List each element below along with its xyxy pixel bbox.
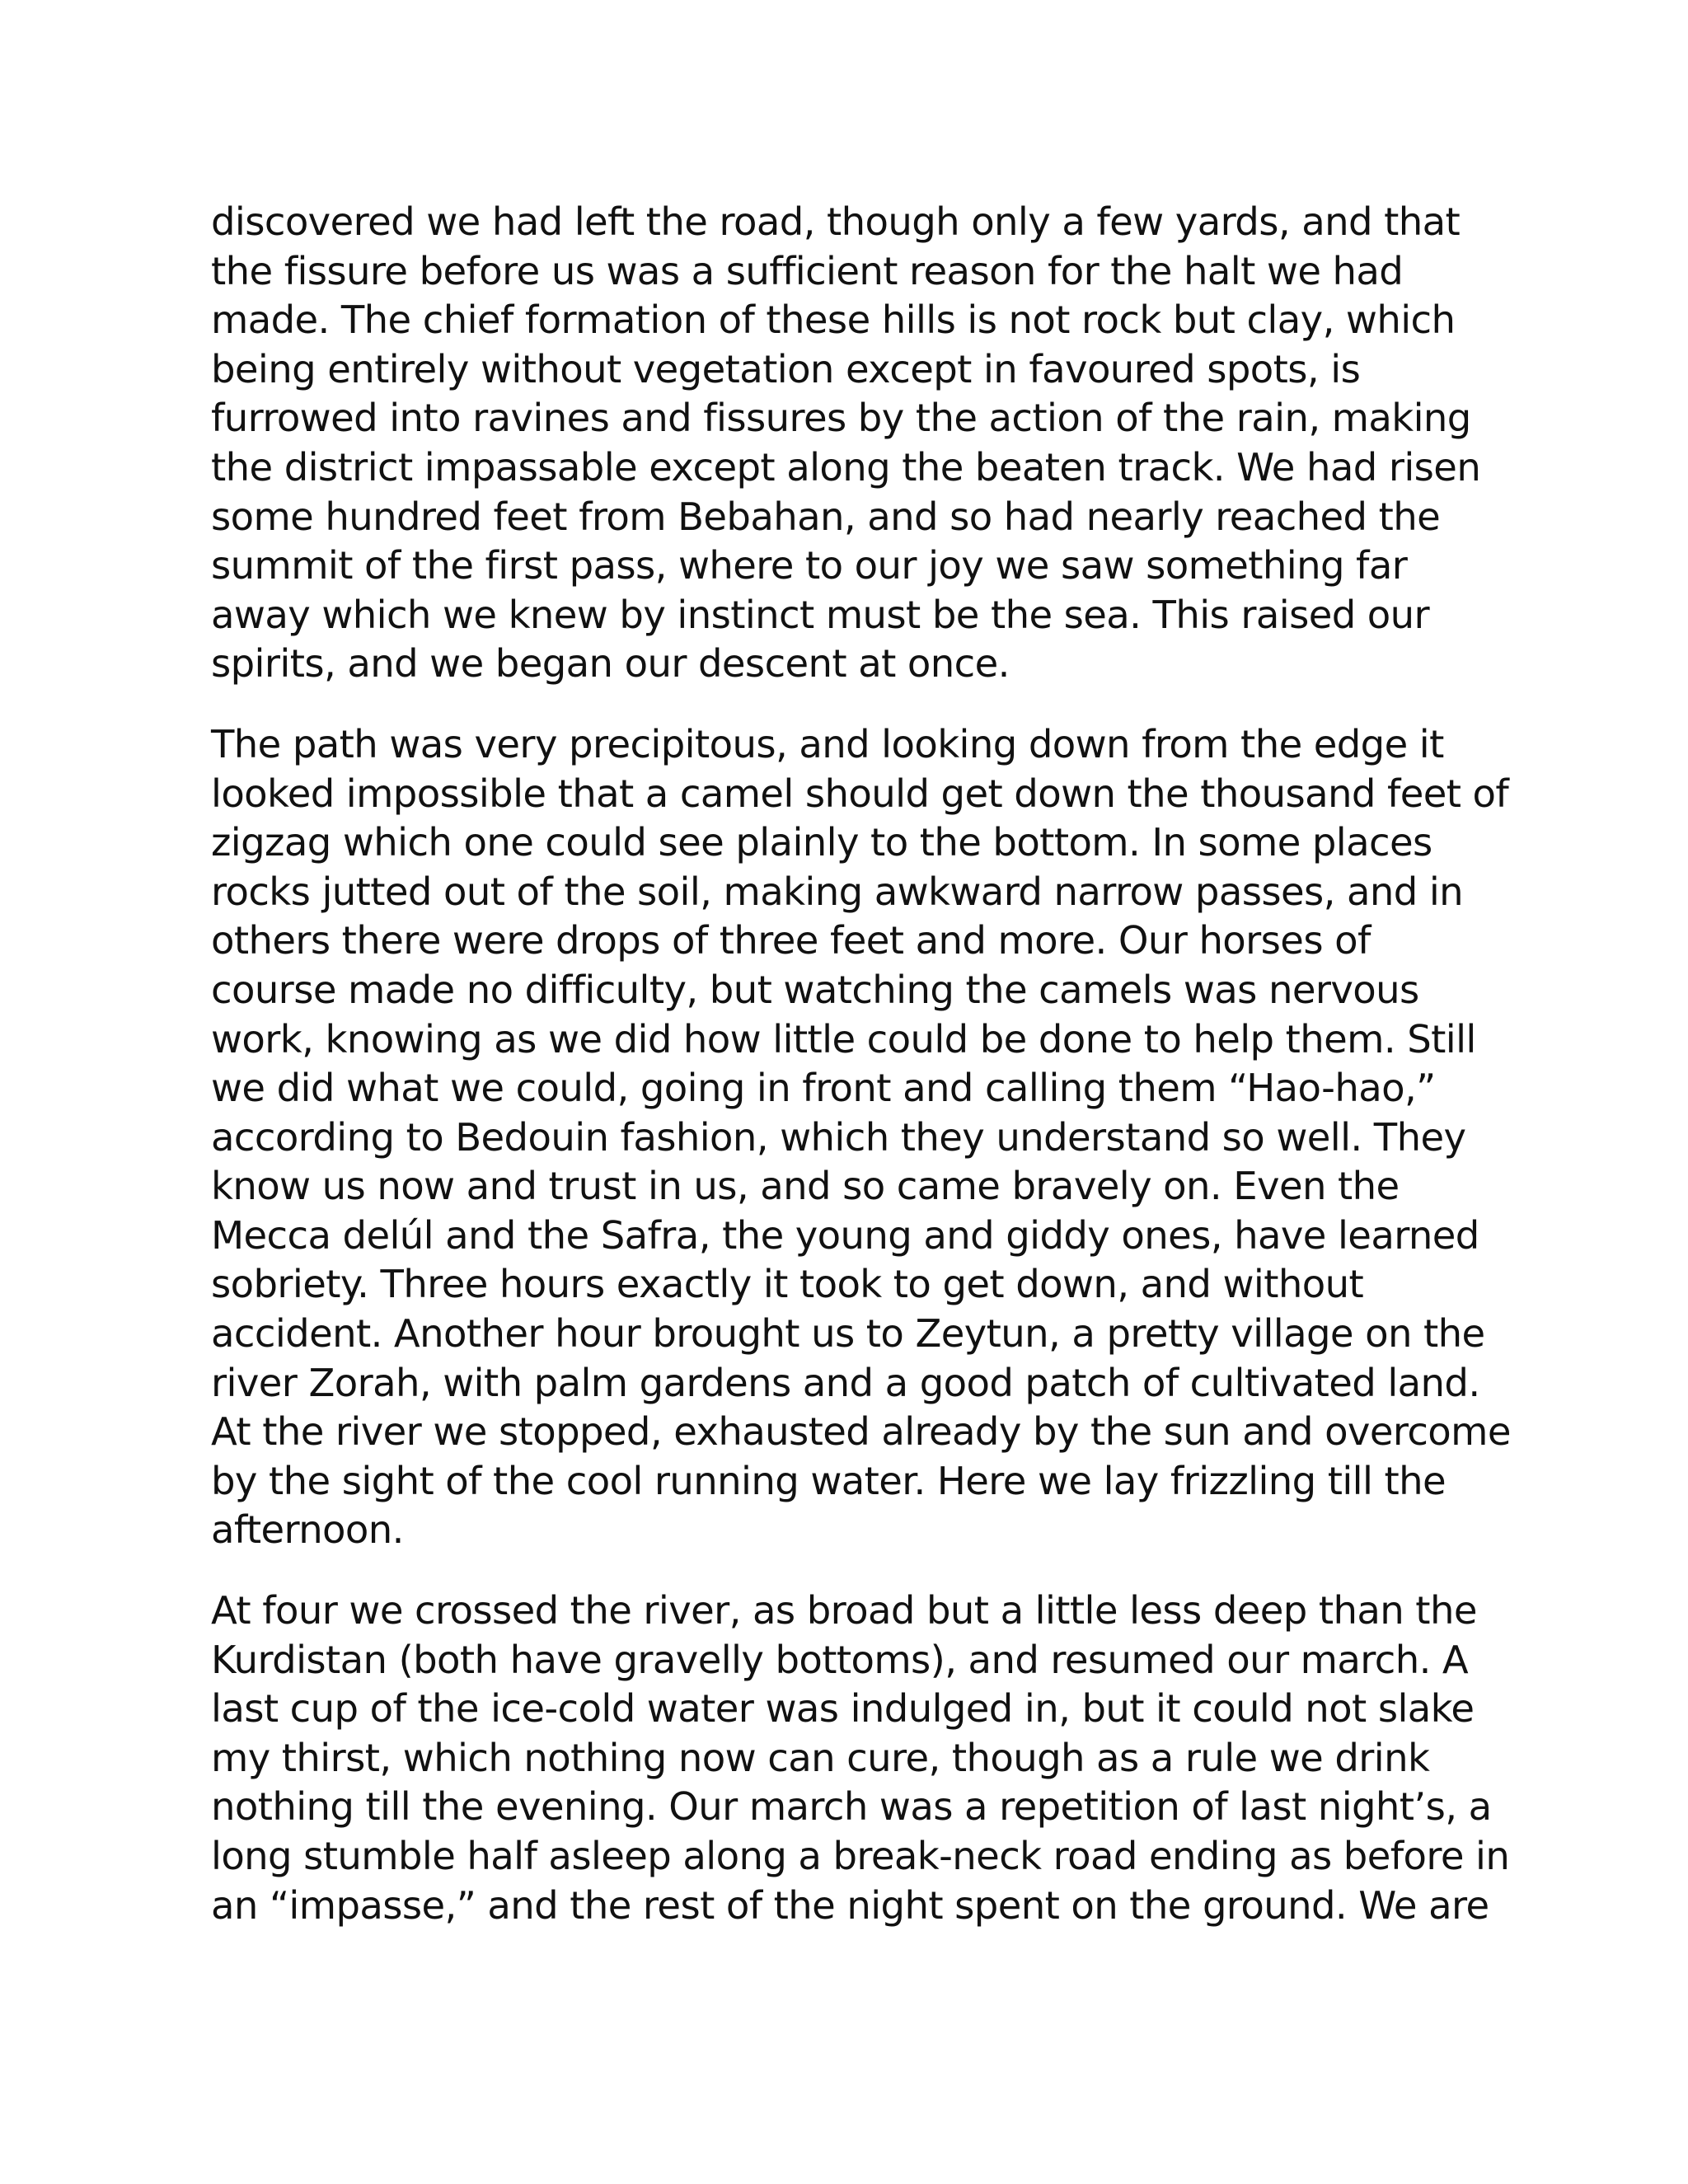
text-line: rocks jutted out of the soil, making awkward narrow passes, and in [211,869,1464,914]
text-line: by the sight of the cool running water. Here we lay frizzling till the [211,1458,1447,1503]
text-line: last cup of the ice-cold water was indulged in, but it could not slake [211,1686,1475,1732]
text-line: the district impassable except along the beaten track. We had risen [211,444,1481,490]
text-line: furrowed into ravines and fissures by the action of the rain, making [211,396,1471,441]
text-line: according to Bedouin fashion, which they understand so well. They [211,1114,1466,1160]
text-line: know us now and trust in us, and so came bravely on. Even the [211,1164,1400,1209]
text-line: work, knowing as we did how little could be done to help them. Still [211,1016,1476,1062]
text-line: we did what we could, going in front and calling them “Hao-hao,” [211,1066,1436,1111]
text-line: spirits, and we began our descent at once. [211,641,1010,687]
paragraph-2 [211,720,1511,1555]
text-line: looked impossible that a camel should get down the thousand feet of [211,771,1509,816]
text-line: long stumble half asleep along a break-neck road ending as before in [211,1834,1510,1878]
text-line: summit of the first pass, where to our joy we saw something far [211,543,1408,588]
text-line: some hundred feet from Bebahan, and so had nearly reached the [211,494,1441,539]
text-line: others there were drops of three feet and more. Our horses of [211,918,1371,963]
text-line: an “impasse,” and the rest of the night spent on the ground. We are [211,1882,1489,1928]
paragraph-3 [211,1586,1510,1930]
paragraph-1 [211,198,1480,689]
text-line: the fissure before us was a sufficient reason for the halt we had [211,248,1404,293]
text-line: river Zorah, with palm gardens and a good patch of cultivated land. [211,1360,1480,1405]
text-line: Mecca delúl and the Safra, the young and giddy ones, have learned [211,1212,1479,1258]
text-line: away which we knew by instinct must be the sea. This raised our [211,592,1430,637]
text-line: The path was very precipitous, and looking down from the edge it [211,721,1444,766]
text-line: At four we crossed the river, as broad but a little less deep than the [211,1588,1477,1633]
body-text [211,198,1511,1930]
text-line: made. The chief formation of these hills is not rock but clay, which [211,298,1456,343]
text-line: my thirst, which nothing now can cure, though as a rule we drink [211,1735,1430,1780]
text-line: course made no difficulty, but watching the camels was nervous [211,967,1419,1012]
text-line: accident. Another hour brought us to Zeytun, a pretty village on the [211,1311,1485,1357]
text-line: being entirely without vegetation except in favoured spots, is [211,346,1361,391]
text-line: afternoon. [211,1507,404,1553]
text-line: zigzag which one could see plainly to the bottom. In some places [211,820,1432,865]
text-line: At the river we stopped, exhausted already by the sun and overcome [211,1409,1511,1455]
text-line: nothing till the evening. Our march was a repetition of last night’s, a [211,1784,1492,1830]
text-line: discovered we had left the road, though only a few yards, and that [211,199,1461,244]
text-line: sobriety. Three hours exactly it took to get down, and without [211,1262,1364,1307]
text-line: Kurdistan (both have gravelly bottoms), and resumed our march. A [211,1637,1469,1682]
